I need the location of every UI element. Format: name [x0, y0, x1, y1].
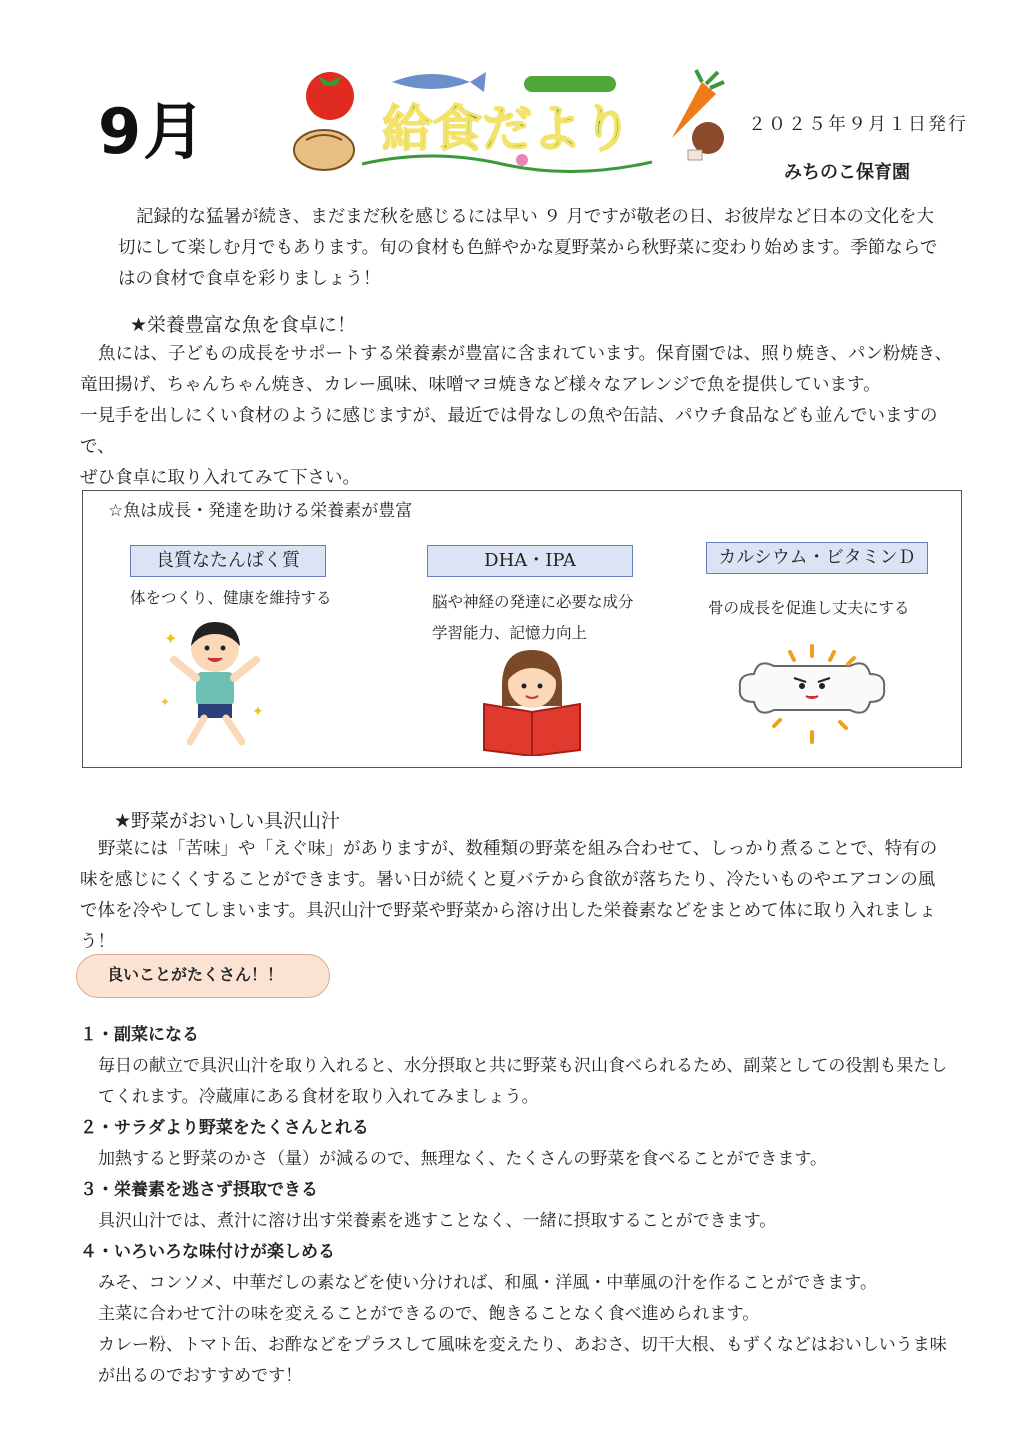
fish-paragraph	[80, 339, 970, 494]
strong-boy-illustration	[160, 616, 270, 750]
svg-text:✦: ✦	[252, 704, 264, 720]
intro-paragraph	[118, 202, 968, 295]
benefits-list	[80, 1020, 970, 1392]
fish-icon	[392, 72, 486, 92]
benefit-title: ２・サラダより野菜をたくさんとれる	[80, 1118, 369, 1138]
benefit-text: みそ、コンソメ、中華だしの素などを使い分ければ、和風・洋風・中華風の汁を作ることができます。	[98, 1273, 877, 1293]
veg-heading: ★野菜がおいしい具沢山汁	[114, 810, 341, 832]
veg-line: で体を冷やしてしまいます。具沢山汁で野菜や野菜から溶け出した栄養素などをまとめて体に取り入れましょ	[80, 901, 937, 921]
nutrient-desc-calcium: 骨の成長を促進し丈夫にする	[708, 599, 910, 617]
benefit-text: が出るのでおすすめです！	[98, 1366, 303, 1386]
nutrient-tag-calcium: カルシウム・ビタミンＤ	[706, 542, 928, 574]
bone-illustration	[734, 644, 890, 748]
reading-girl-illustration	[482, 646, 582, 756]
benefit-text: 主菜に合わせて汁の味を変えることができるので、飽きることなく食べ進められます。	[98, 1304, 760, 1324]
fish-heading: ★栄養豊富な魚を食卓に！	[130, 314, 357, 336]
veg-line: う！	[80, 932, 115, 952]
nutrient-desc-dha: 脳や神経の発達に必要な成分	[432, 593, 634, 611]
fish-line: 魚には、子どもの成長をサポートする栄養素が豊富に含まれています。保育園では、照り焼き、パン粉焼き、	[98, 344, 953, 364]
benefit-text: 毎日の献立で具沢山汁を取り入れると、水分摂取と共に野菜も沢山食べられるため、副菜としての役割も果たし	[98, 1056, 948, 1076]
benefits-bubble: 良いことがたくさん！！	[76, 954, 330, 998]
organization-name: みちのこ保育園	[784, 162, 910, 183]
veg-paragraph	[80, 834, 966, 958]
svg-text:✦: ✦	[160, 695, 171, 709]
benefit-text: 加熱すると野菜のかさ（量）が減るので、無理なく、たくさんの野菜を食べることができます。	[98, 1149, 827, 1169]
tomato-icon	[306, 72, 354, 120]
veg-line: 野菜には「苦味」や「えぐ味」がありますが、数種類の野菜を組み合わせて、しっかり煮ることで、特有の	[98, 839, 938, 859]
benefit-text: 具沢山汁では、煮汁に溶け出す栄養素を逃すことなく、一緒に摂取することができます。	[98, 1211, 777, 1231]
benefit-text: カレー粉、トマト缶、お酢などをプラスして風味を変えたり、あおさ、切干大根、もずくなどはおいしいうま味	[98, 1335, 947, 1355]
newsletter-title-art	[292, 68, 732, 178]
benefit-title: １・副菜になる	[80, 1025, 199, 1045]
nutrient-desc-protein: 体をつくり、健康を維持する	[130, 589, 332, 607]
fish-line: 竜田揚げ、ちゃんちゃん焼き、カレー風味、味噌マヨ焼きなど様々なアレンジで魚を提供しています。	[80, 375, 881, 395]
benefit-text: てくれます。冷蔵庫にある食材を取り入れてみましょう。	[98, 1087, 539, 1107]
issue-date: ２０２５年９月１日発行	[748, 114, 968, 135]
veg-line: 味を感じにくくすることができます。暑い日が続くと夏バテから食欲が落ちたり、冷たいものやエアコンの風	[80, 870, 936, 890]
month-label: 9月	[98, 95, 208, 168]
nutrient-desc-dha: 学習能力、記憶力向上	[432, 624, 588, 642]
intro-line: 切にして楽しむ月でもあります。旬の食材も色鮮やかな夏野菜から秋野菜に変わり始めます。季節ならで	[118, 238, 938, 258]
nutrient-tag-protein: 良質なたんぱく質	[130, 545, 326, 577]
intro-line: 記録的な猛暑が続き、まだまだ秋を感じるには早い ９ 月ですが敬老の日、お彼岸など日本の文化を大	[136, 207, 934, 227]
meat-icon	[688, 122, 724, 160]
newsletter-title: 給食だより	[382, 100, 632, 158]
nutrient-tag-dha: DHA・IPA	[427, 545, 633, 577]
onion-icon	[294, 130, 354, 170]
fish-line: 一見手を出しにくい食材のように感じますが、最近では骨なしの魚や缶詰、パウチ食品なども並んでいますので、	[80, 406, 938, 457]
benefit-title: ３・栄養素を逃さず摂取できる	[80, 1180, 318, 1200]
cucumber-icon	[524, 76, 616, 92]
intro-line: はの食材で食卓を彩りましょう！	[118, 269, 381, 289]
nutrient-box-title: ☆魚は成長・発達を助ける栄養素が豊富	[108, 501, 413, 521]
svg-text:✦: ✦	[164, 629, 178, 648]
fish-line: ぜひ食卓に取り入れてみて下さい。	[80, 468, 360, 488]
benefit-title: ４・いろいろな味付けが楽しめる	[80, 1242, 335, 1262]
